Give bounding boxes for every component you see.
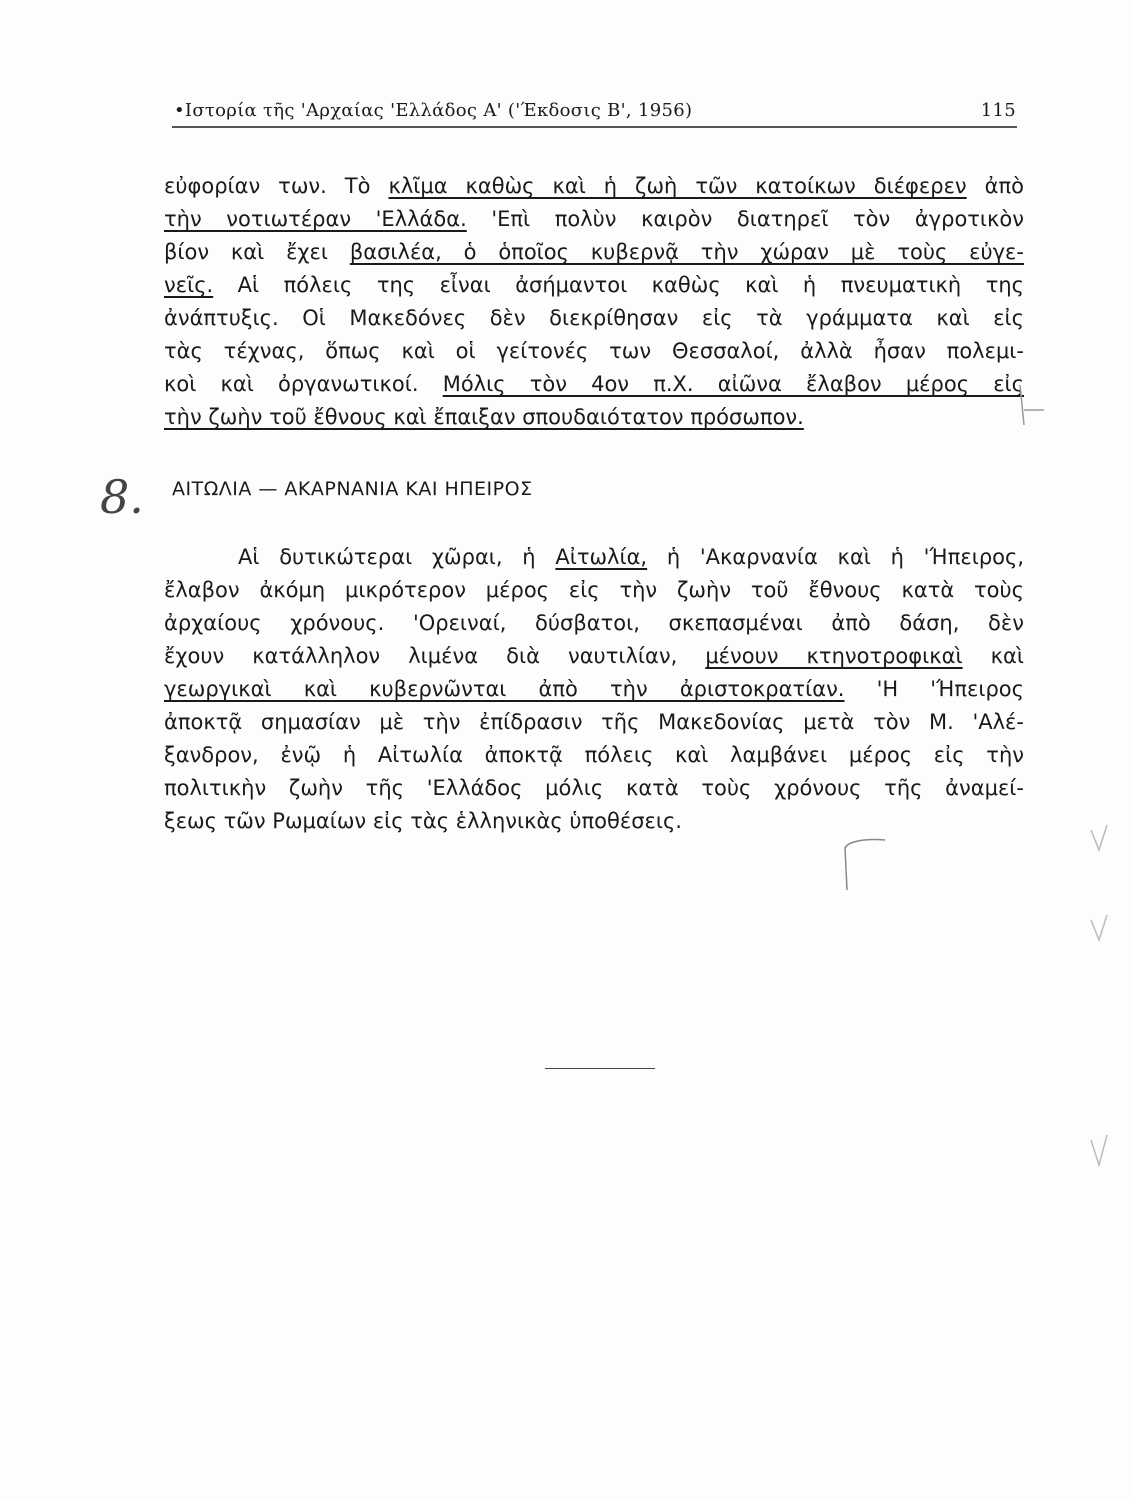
text-run: ἀνάπτυξις. Οἱ Μακεδόνες δὲν διεκρίθησαν εἰς τὰ γράμματα καὶ εἰς [164,306,1024,330]
text-line [164,772,1024,805]
text-run: 'Επὶ πολὺν καιρὸν διατηρεῖ τὸν ἀγροτικὸν [466,207,1024,231]
section-heading: ΑΙΤΩΛΙΑ — ΑΚΑΡΝΑΝΙΑ ΚΑΙ ΗΠΕΙΡΟΣ [172,478,533,500]
text-run: πολιτικὴν ζωὴν τῆς 'Ελλάδος μόλις κατὰ τοὺς χρόνους τῆς ἀναμεί- [164,776,1024,800]
text-line [164,739,1024,772]
header-rule [172,126,1017,128]
text-line [164,607,1024,640]
underlined-text: τὴν ζωὴν τοῦ ἔθνους καὶ ἔπαιξαν σπουδαιότατον πρόσωπον. [164,405,804,429]
text-run: 'Η 'Ήπειρος [844,677,1024,701]
text-line [164,673,1024,706]
text-run: καὶ [962,644,1024,668]
pencil-corner-mark [825,828,895,898]
text-run: εὐφορίαν των. Τὸ [164,174,389,198]
underlined-text: μένουν κτηνοτροφικαὶ [705,644,963,668]
text-line [164,805,1024,838]
margin-note: 8. [100,470,144,524]
text-run: κοὶ καὶ ὀργανωτικοί. [164,372,443,396]
end-rule [545,1068,655,1069]
text-run: Αἱ δυτικώτεραι χῶραι, ἡ [238,545,556,569]
text-run: ξανδρον, ἐνῷ ἡ Αἰτωλία ἀποκτᾷ πόλεις καὶ λαμβάνει μέρος εἰς τὴν [164,743,1024,767]
text-line [164,640,1024,673]
pencil-bracket-mark [1010,380,1050,440]
underlined-text: Αἰτωλία, [555,545,648,569]
text-line [164,236,1024,269]
text-run: ἔλαβον ἀκόμη μικρότερον μέρος εἰς τὴν ζωὴν τοῦ ἔθνους κατὰ τοὺς [164,578,1024,602]
text-line [164,170,1024,203]
text-run: τὰς τέχνας, ὅπως καὶ οἱ γείτονές των Θεσσαλοί, ἀλλὰ ἦσαν πολεμι- [164,339,1024,363]
text-run: ἀποκτᾷ σημασίαν μὲ τὴν ἐπίδρασιν τῆς Μακεδονίας μετὰ τὸν Μ. 'Αλέ- [164,710,1024,734]
page-number: 115 [980,100,1016,121]
text-line [164,269,1024,302]
underlined-text: τὴν νοτιωτέραν 'Ελλάδα. [164,207,467,231]
underlined-text: βασιλέα, ὁ ὁποῖος κυβερνᾷ τὴν χώραν μὲ τοὺς εὐγε- [349,240,1024,264]
text-line [164,302,1024,335]
pencil-check-marks [1085,820,1125,1240]
text-line [164,368,1024,401]
text-run: ξεως τῶν Ρωμαίων εἰς τὰς ἑλληνικὰς ὑποθέσεις. [164,809,682,833]
underlined-text: νεῖς. [164,273,214,297]
underlined-text: γεωργικαὶ καὶ κυβερνῶνται ἀπὸ τὴν ἀριστοκρατίαν. [164,677,845,701]
text-run: ἀπὸ [966,174,1024,198]
text-run: Αἱ πόλεις της εἶναι ἀσήμαντοι καθὼς καὶ ἡ πνευματικὴ της [213,273,1024,297]
underlined-text: κλῖμα καθὼς καὶ ἡ ζωὴ τῶν κατοίκων διέφερεν [388,174,967,198]
text-line [164,335,1024,368]
text-run: ἔχουν κατάλληλον λιμένα διὰ ναυτιλίαν, [164,644,706,668]
text-run: ἡ 'Ακαρνανία καὶ ἡ 'Ήπειρος, [647,545,1025,569]
underlined-text: Μόλις τὸν 4ον π.Χ. αἰῶνα ἔλαβον μέρος εἰς [442,372,1024,396]
paragraph-macedonia [164,170,1024,434]
text-run: βίον καὶ ἔχει [164,240,350,264]
text-run: ἀρχαίους χρόνους. 'Ορειναί, δύσβατοι, σκεπασμέναι ἀπὸ δάση, δὲν [164,611,1024,635]
text-line [164,541,1024,574]
text-line [164,706,1024,739]
text-line [164,574,1024,607]
paragraph-aetolia [164,541,1024,838]
text-line [164,203,1024,236]
header-title: •Ιστορία τῆς 'Αρχαίας 'Ελλάδος Α' ('Έκδοσις Β', 1956) [174,100,693,121]
text-line [164,401,1024,434]
